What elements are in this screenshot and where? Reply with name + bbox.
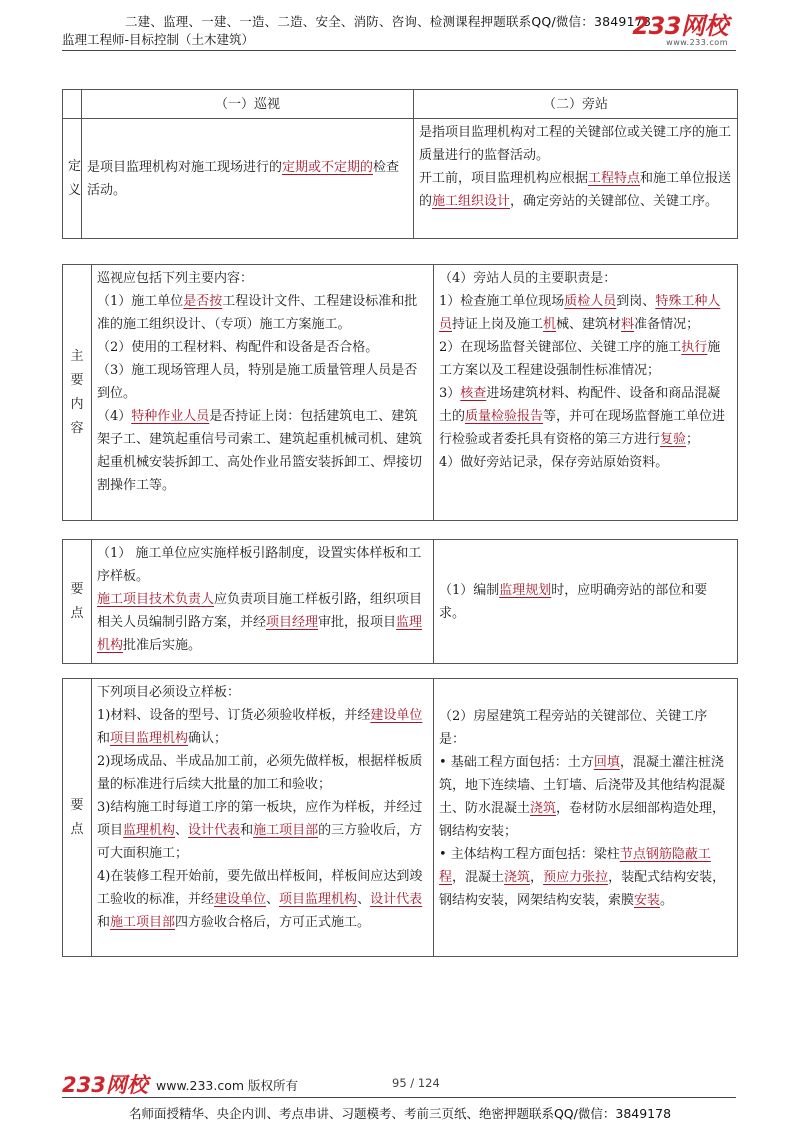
row-label: 要点 bbox=[63, 679, 92, 957]
cell-inspection-content: 巡视应包括下列主要内容： （1）施工单位是否按工程设计文件、工程建设标准和批准的施工组织设计、（专项）施工方案施工。 （2）使用的工程材料、构配件和设备是否合格。 （3）施工现场管理人员，特别是施工质量管理人员是否到位。 （4）特种作业人员是否持证上岗：包括建筑电工、建筑架子工、建筑起重信号司索工、建筑起重机械司机、建筑起重机械安装拆卸工、高处作业吊篮安装拆卸工、焊接切割操作工等。 bbox=[92, 265, 434, 521]
brand-logo bbox=[632, 14, 728, 47]
cell-inspection-definition: 是项目监理机构对施工现场进行的定期或不定期的检查活动。 bbox=[82, 119, 414, 239]
cell-supervision-content: （4）旁站人员的主要职责是： 1）检查施工单位现场质检人员到岗、特殊工种人员持证上岗及施工机械、建筑材料准备情况； 2）在现场监督关键部位、关键工序的施工执行施工方案以及工程建设强制性标准情况； 3）核查进场建筑材料、构配件、设备和商品混凝土的质量检验报告等，并可在现场监督施工单位进行检验或者委托具有资格的第三方进行复验； 4）做好旁站记录，保存旁站原始资料。 bbox=[434, 265, 738, 521]
footer-copyright: www.233.com 版权所有 bbox=[156, 1078, 298, 1093]
table-row bbox=[63, 119, 738, 239]
table-row bbox=[63, 679, 738, 957]
page-number: 95 / 124 bbox=[392, 1076, 440, 1090]
table-header-row bbox=[63, 90, 738, 119]
column-header-supervision: （二）旁站 bbox=[414, 90, 738, 119]
cell-supervision-key-points: （1）编制监理规划时，应明确旁站的部位和要求。 bbox=[434, 540, 738, 664]
footer-logo: 233网校 bbox=[62, 1073, 148, 1097]
table-row bbox=[63, 265, 738, 521]
brand-logo-url: www.233.com bbox=[666, 38, 728, 47]
cell-inspection-sample-items: 下列项目必须设立样板： 1)材料、设备的型号、订货必须验收样板，并经建设单位和项目监理机构确认； 2)现场成品、半成品加工前，必须先做样板，根据样板质量的标准进行后续大批量的加工和验收； 3)结构施工时每道工序的第一板块，应作为样板，并经过项目监理机构、设计代表和施工项目部的三方验收后，方可大面积施工； 4)在装修工程开始前，要先做出样板间，样板间应达到竣工验收的标准，并经建设单位、项目监理机构、设计代表和施工项目部四方验收合格后，方可正式施工。 bbox=[92, 679, 434, 957]
row-label: 要点 bbox=[63, 540, 92, 664]
table-header-blank bbox=[63, 90, 82, 119]
cell-inspection-key-points: （1） 施工单位应实施样板引路制度，设置实体样板和工序样板。 施工项目技术负责人应负责项目施工样板引路，组织项目相关人员编制引路方案，并经项目经理审批，报项目监理机构批准后实施。 bbox=[92, 540, 434, 664]
column-header-inspection: （一）巡视 bbox=[82, 90, 414, 119]
brand-logo-text: 233网校 bbox=[632, 12, 728, 40]
footer-contact-line: 名师面授精华、央企内训、考点串讲、习题模考、考前三页纸、绝密押题联系QQ/微信：3849178 bbox=[128, 1106, 672, 1121]
row-label: 主要内容 bbox=[63, 265, 92, 521]
cell-supervision-key-parts: （2）房屋建筑工程旁站的关键部位、关键工序是： • 基础工程方面包括：土方回填，混凝土灌注桩浇筑，地下连续墙、土钉墙、后浇带及其他结构混凝土、防水混凝土浇筑，卷材防水层细部构造处理，钢结构安装； • 主体结构工程方面包括：梁柱节点钢筋隐蔽工程，混凝土浇筑，预应力张拉，装配式结构安装，钢结构安装，网架结构安装，索膜安装。 bbox=[434, 679, 738, 957]
header-subtitle: 监理工程师-目标控制（土木建筑） bbox=[62, 32, 255, 47]
cell-supervision-definition: 是指项目监理机构对工程的关键部位或关键工序的施工质量进行的监督活动。 开工前，项目监理机构应根据工程特点和施工单位报送的施工组织设计，确定旁站的关键部位、关键工序。 bbox=[414, 119, 738, 239]
footer-divider bbox=[62, 1097, 736, 1098]
table-definition bbox=[62, 89, 738, 239]
header-divider bbox=[62, 50, 736, 51]
row-label: 定义 bbox=[63, 119, 82, 239]
table-row bbox=[63, 540, 738, 664]
table-key-points-2 bbox=[62, 678, 738, 957]
table-main-content bbox=[62, 264, 738, 521]
table-key-points-1 bbox=[62, 539, 738, 664]
header-contact-line: 二建、监理、一建、一造、二造、安全、消防、咨询、检测课程押题联系QQ/微信：3849178 bbox=[124, 14, 652, 29]
